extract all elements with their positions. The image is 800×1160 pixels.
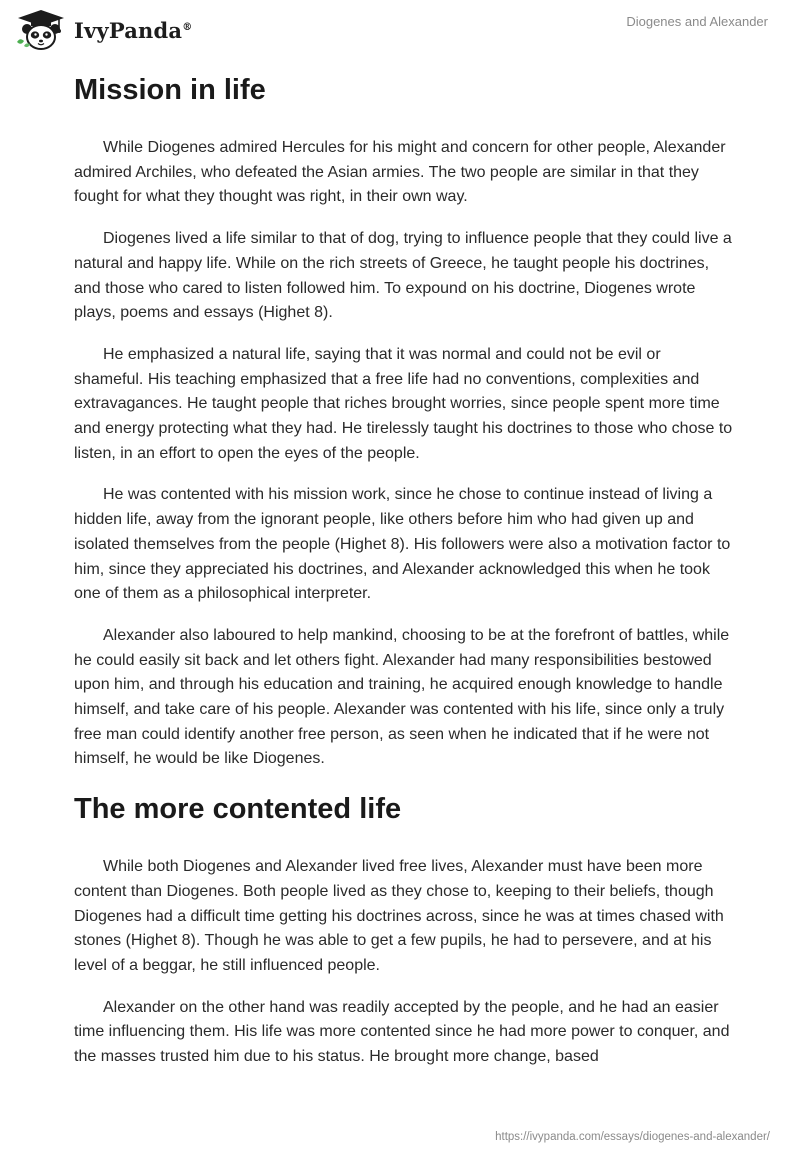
section-mission-in-life <box>74 70 734 772</box>
logo-wordmark: IvyPanda® <box>74 17 193 43</box>
footer-source-url[interactable]: https://ivypanda.com/essays/diogenes-and-alexander/ <box>495 1131 770 1143</box>
paragraph: Alexander on the other hand was readily accepted by the people, and he had an easier time influencing them. His life was more contented since he had more power to conquer, and the masses trusted him due to his status. He brought more change, based <box>74 998 730 1066</box>
paragraph: Diogenes lived a life similar to that of dog, trying to influence people that they could live a natural and happy life. While on the rich streets of Greece, he taught people his doctrines, and those who cared to listen followed him. To expound on his doctrine, Diogenes wrote plays, poems and essays (Highet 8). <box>74 230 732 322</box>
paragraph: He emphasized a natural life, saying that it was normal and could not be evil or shameful. His teaching emphasized that a free life had no conventions, complexities and extravagances. He taught people that riches brought worries, since people spent more time and energy protecting what they had. He tirelessly taught his doctrines to those who chose to listen, in an effort to open the eyes of the people. <box>74 345 733 462</box>
paragraph: While both Diogenes and Alexander lived free lives, Alexander must have been more content than Diogenes. Both people lived as they chose to, keeping to their beliefs, though Diogenes had a difficult time getting his doctrines across, since he was at times chased with stones (Highet 8). Though he was able to get a few pupils, he had to persevere, and at his level of a beggar, he still influenced people. <box>74 858 724 974</box>
panda-logo-icon <box>14 8 68 52</box>
paragraph: While Diogenes admired Hercules for his might and concern for other people, Alexander admired Archiles, who defeated the Asian armies. The two people are similar in that they fought for what they thought was right, in their own way. <box>74 139 726 206</box>
paragraph: Alexander also laboured to help mankind, choosing to be at the forefront of battles, while he could easily sit back and let others fight. Alexander had many responsibilities bestowed upon him, and through his education and training, he acquired enough knowledge to handle himself, and take care of his people. Alexander was contented with his life, since only a truly free man could identify another free person, as seen when he indicated that if he were not himself, he would be like Diogenes. <box>74 626 730 768</box>
section-heading: Mission in life <box>74 74 266 106</box>
ivypanda-logo[interactable] <box>14 8 192 52</box>
essay-content <box>74 70 734 1087</box>
section-more-contented-life <box>74 789 734 1070</box>
section-heading: The more contented life <box>74 793 402 826</box>
paragraph: He was contented with his mission work, since he chose to continue instead of living a hidden life, away from the ignorant people, like others before him who had given up and isolated themselves from the people (Highet 8). His followers were also a motivation factor to him, since they appreciated his doctrines, and Alexander acknowledged this when he took one of them as a philosophical interpreter. <box>74 486 731 603</box>
document-title-header: Diogenes and Alexander <box>626 14 768 29</box>
